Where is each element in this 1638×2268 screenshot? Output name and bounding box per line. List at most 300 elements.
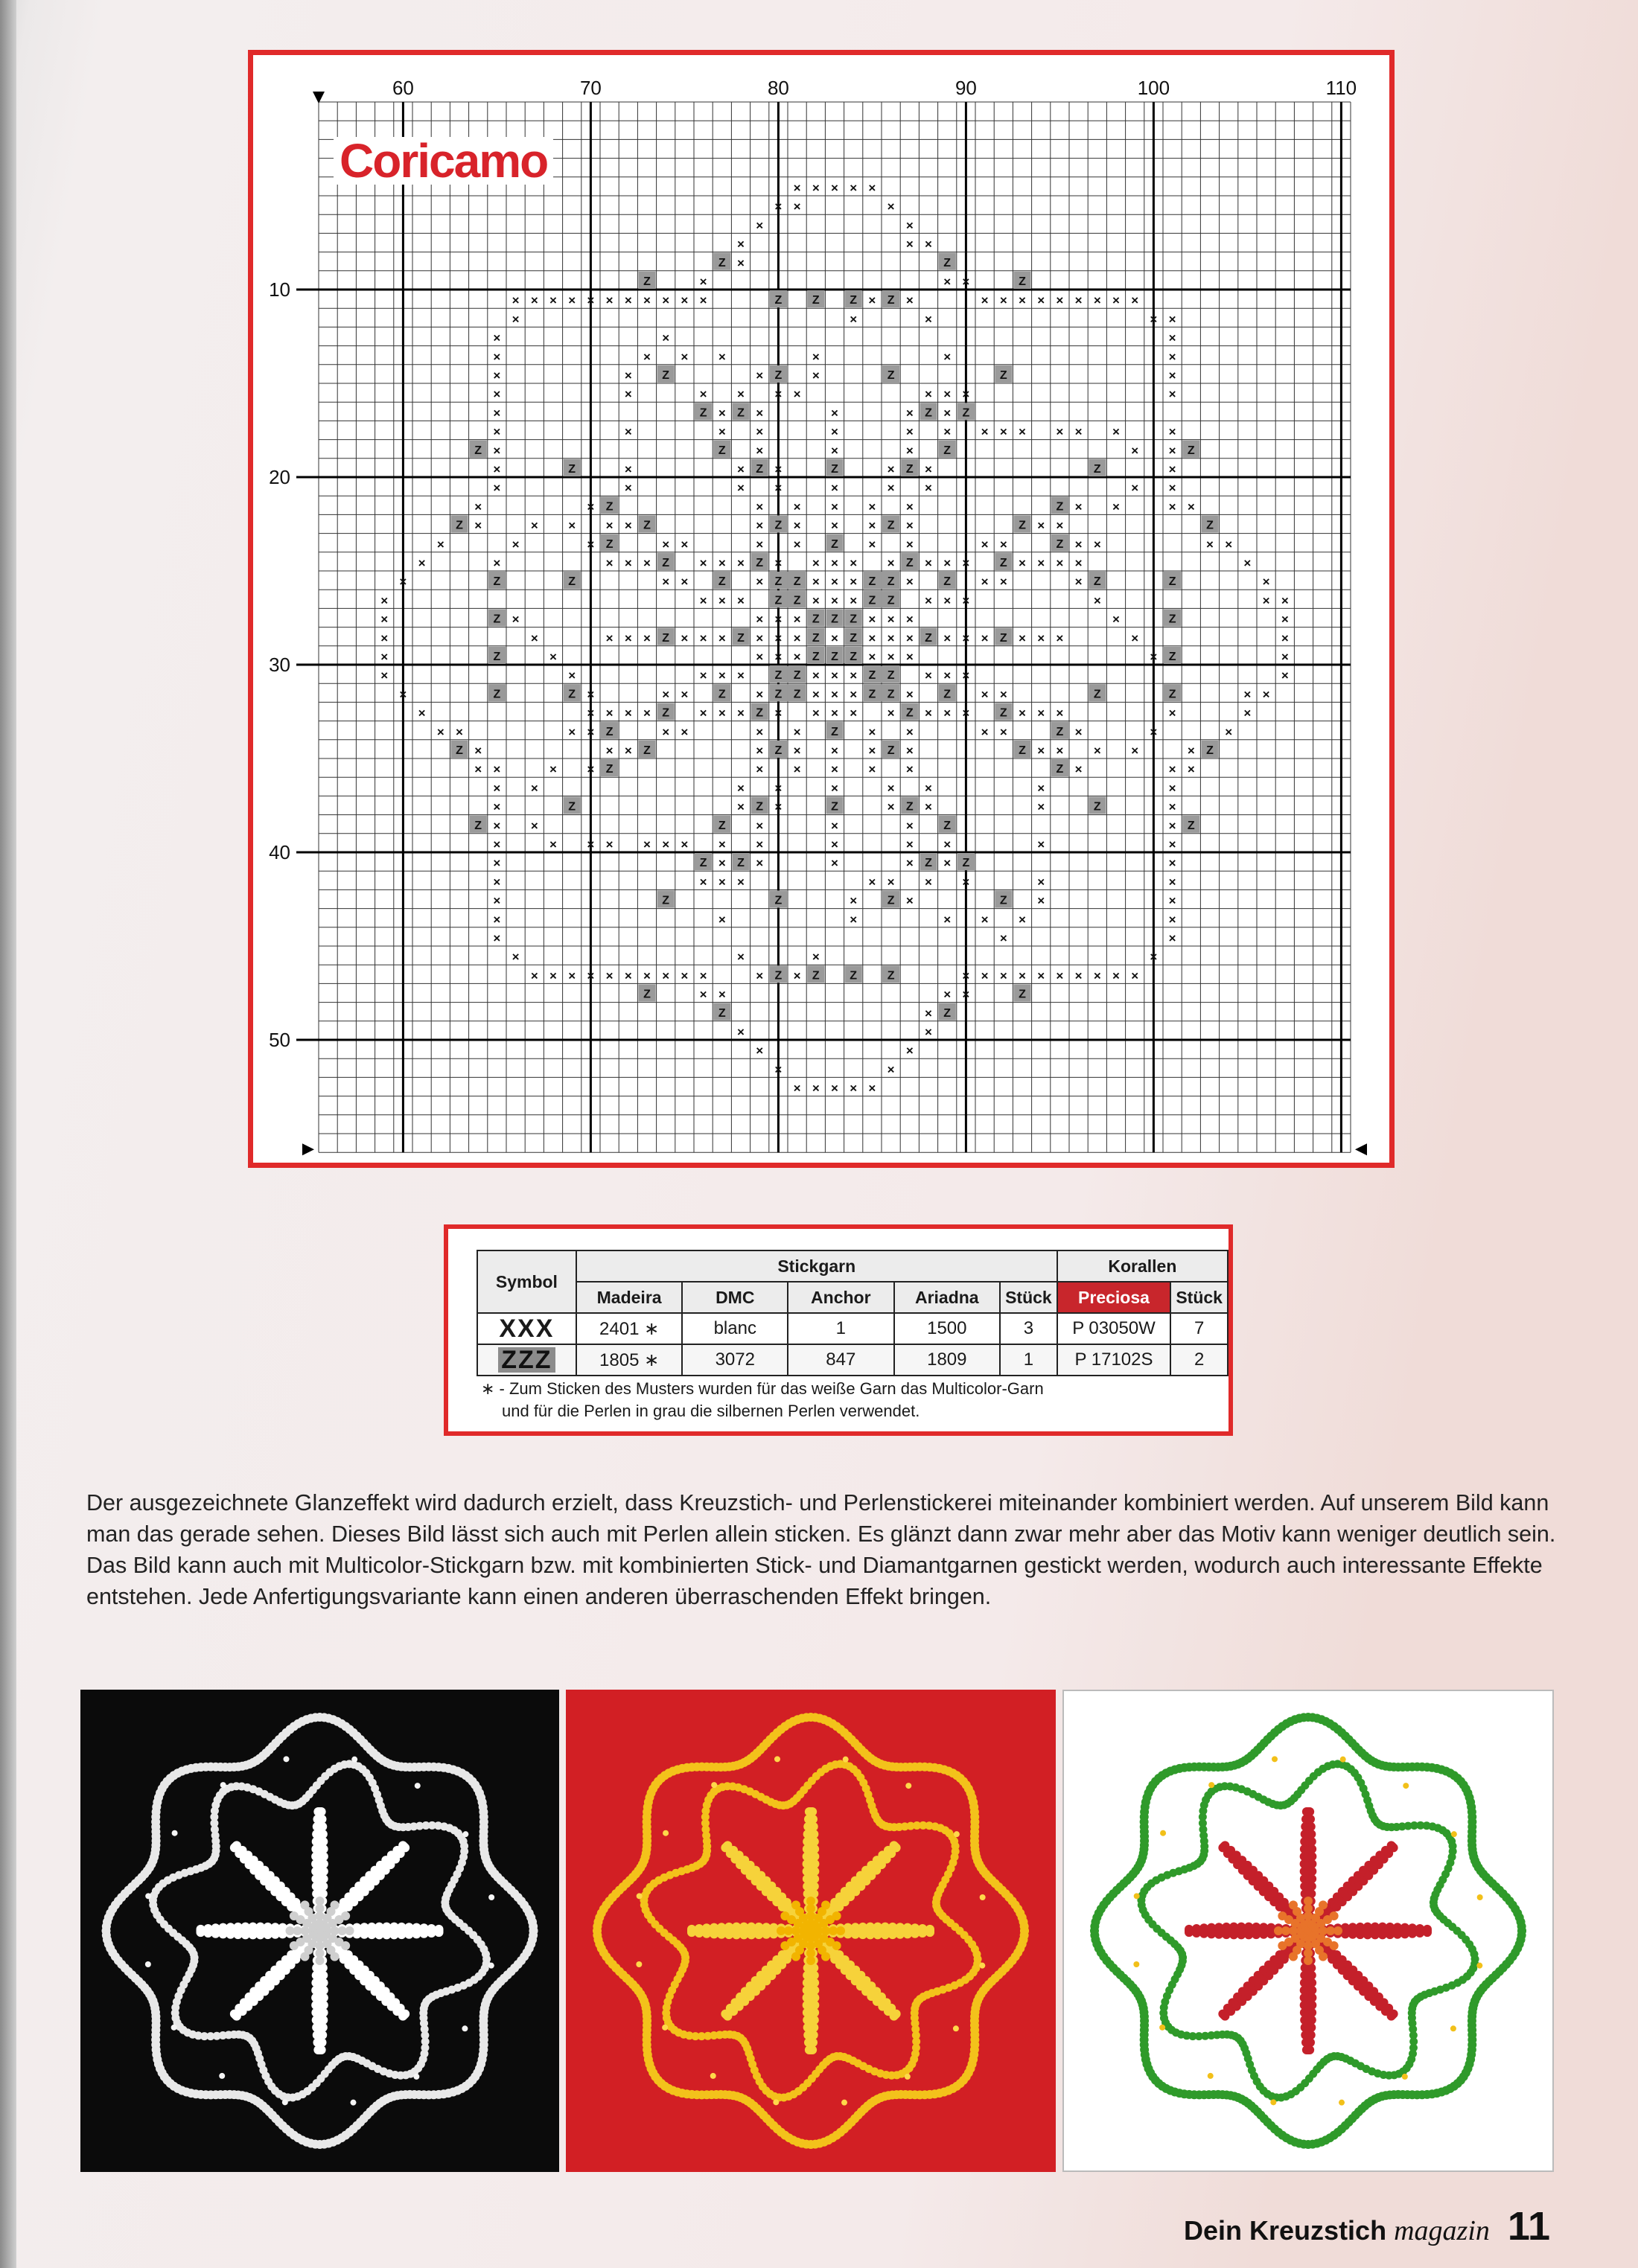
bead-symbol: Z [774, 969, 783, 983]
cross-symbol: × [493, 462, 501, 476]
cross-symbol: × [1168, 443, 1176, 458]
cross-symbol: × [718, 424, 726, 439]
bead-dot [1270, 2099, 1276, 2105]
bead-dot [841, 2100, 847, 2106]
bead-dot [145, 1893, 151, 1899]
cross-symbol: × [831, 181, 838, 195]
cross-symbol: × [737, 255, 745, 270]
cross-symbol: × [943, 912, 952, 927]
colored-mandala-motif [1064, 1691, 1552, 2170]
cross-symbol: × [999, 293, 1007, 308]
cross-symbol: × [624, 968, 632, 983]
cross-symbol: × [925, 556, 932, 570]
cross-symbol: × [587, 762, 595, 777]
stitch-dot [836, 1926, 845, 1935]
cross-symbol: × [530, 518, 538, 533]
cross-symbol: × [681, 349, 689, 364]
bead-dot [711, 1782, 717, 1788]
cross-symbol: × [831, 630, 838, 645]
bead-symbol: Z [718, 575, 726, 589]
cross-symbol: × [774, 781, 783, 796]
stitch-dot [808, 1807, 817, 1816]
cross-symbol: × [887, 799, 895, 814]
cross-symbol: × [887, 1062, 895, 1077]
cross-symbol: × [1056, 556, 1064, 570]
cross-symbol: × [493, 781, 501, 796]
cross-symbol: × [887, 630, 895, 645]
cross-symbol: × [1168, 837, 1176, 852]
bead-symbol: Z [605, 763, 614, 776]
cross-symbol: × [1074, 499, 1083, 514]
cross-symbol: × [1187, 762, 1195, 777]
cross-symbol: × [1168, 931, 1176, 945]
cross-symbol: × [793, 612, 801, 627]
bead-symbol: Z [737, 857, 745, 870]
bead-dot [172, 1830, 178, 1836]
cross-symbol: × [493, 931, 501, 945]
cross-symbol: × [831, 556, 838, 570]
cross-symbol: × [643, 706, 651, 721]
bead-dot [220, 1782, 226, 1788]
cross-symbol: × [1093, 593, 1101, 608]
cross-symbol: × [1281, 668, 1289, 683]
preciosa-value: P 03050W [1057, 1313, 1171, 1344]
x-axis-label: 90 [955, 77, 977, 99]
stitch-dot [313, 2045, 322, 2054]
cross-symbol: × [868, 612, 876, 627]
cross-symbol: × [793, 762, 801, 777]
bead-symbol: Z [943, 256, 952, 269]
bead-dot [1403, 1783, 1409, 1789]
cross-symbol: × [943, 349, 952, 364]
cross-symbol: × [1074, 968, 1083, 983]
anchor-value: 847 [788, 1344, 893, 1376]
cross-symbol: × [774, 387, 783, 402]
bead-symbol: Z [662, 894, 670, 907]
y-axis-label: 40 [269, 841, 290, 863]
cross-symbol: × [718, 630, 726, 645]
cross-symbol: × [756, 424, 764, 439]
cross-symbol: × [925, 706, 932, 721]
cross-symbol: × [812, 687, 820, 702]
cross-symbol: × [905, 762, 914, 777]
cross-symbol: × [568, 518, 576, 533]
cross-symbol: × [549, 650, 557, 664]
x-axis-label: 100 [1137, 77, 1170, 99]
cross-symbol: × [681, 537, 689, 552]
bead-symbol: Z [774, 744, 783, 757]
bead-symbol: Z [756, 706, 764, 720]
cross-symbol: × [812, 368, 820, 383]
cross-symbol: × [662, 837, 670, 852]
cross-symbol: × [1168, 462, 1176, 476]
bead-symbol: Z [718, 819, 726, 832]
cross-symbol: × [887, 650, 895, 664]
cross-symbol: × [493, 330, 501, 345]
cross-symbol: × [793, 499, 801, 514]
stitch-dot [290, 1941, 299, 1950]
bead-symbol: Z [812, 631, 820, 645]
cross-symbol: × [1037, 744, 1045, 758]
cross-symbol: × [1168, 706, 1176, 721]
cross-symbol: × [756, 630, 764, 645]
dmc-value: blanc [682, 1313, 788, 1344]
cross-symbol: × [605, 968, 614, 983]
cross-symbol: × [1187, 499, 1195, 514]
bead-symbol: Z [699, 857, 707, 870]
y-axis-label: 30 [269, 654, 290, 676]
cross-symbol: × [981, 537, 989, 552]
bead-dot [1208, 1782, 1214, 1788]
cross-symbol: × [793, 387, 801, 402]
stitch-dot [331, 1900, 340, 1909]
cross-symbol: × [718, 837, 726, 852]
cross-symbol: × [831, 575, 838, 590]
cross-symbol: × [999, 424, 1007, 439]
cross-symbol: × [793, 199, 801, 214]
cross-symbol: × [756, 968, 764, 983]
bead-dot [954, 1831, 960, 1837]
cross-symbol: × [418, 556, 426, 570]
bead-symbol: Z [1093, 800, 1101, 814]
bead-dot [488, 1963, 494, 1969]
cross-symbol: × [737, 556, 745, 570]
cross-symbol: × [868, 762, 876, 777]
cross-symbol: × [624, 481, 632, 496]
cross-symbol: × [962, 968, 970, 983]
cross-symbol: × [681, 837, 689, 852]
bead-symbol: Z [474, 444, 482, 457]
cross-symbol: × [399, 575, 407, 590]
bead-symbol: Z [1206, 744, 1214, 757]
cross-symbol: × [1112, 612, 1120, 627]
cross-symbol: × [418, 706, 426, 721]
cross-symbol: × [756, 368, 764, 383]
stitch-dot [341, 1911, 350, 1920]
cross-symbol: × [1168, 781, 1176, 796]
cross-symbol: × [568, 724, 576, 739]
cross-symbol: × [605, 744, 614, 758]
cross-symbol: × [624, 424, 632, 439]
cross-symbol: × [793, 518, 801, 533]
cross-symbol: × [831, 593, 838, 608]
stitch-dot [687, 1925, 696, 1934]
cross-symbol: × [624, 630, 632, 645]
bead-symbol: Z [925, 406, 932, 420]
cross-symbol: × [587, 537, 595, 552]
cross-symbol: × [943, 856, 952, 871]
cross-symbol: × [699, 630, 707, 645]
cross-symbol: × [793, 1081, 801, 1096]
cross-symbol: × [999, 931, 1007, 945]
cross-symbol: × [587, 837, 595, 852]
cross-symbol: × [850, 575, 858, 590]
cross-symbol: × [850, 893, 858, 908]
cross-symbol: × [737, 387, 745, 402]
cross-symbol: × [1131, 744, 1139, 758]
cross-symbol: × [925, 875, 932, 889]
bead-symbol: Z [605, 725, 614, 738]
cross-symbol: × [737, 1025, 745, 1039]
cross-symbol: × [605, 556, 614, 570]
cross-symbol: × [999, 575, 1007, 590]
stitch-dot [890, 2012, 899, 2021]
cross-symbol: × [812, 349, 820, 364]
cross-symbol: × [1225, 724, 1233, 739]
cross-symbol: × [1019, 293, 1026, 308]
cross-symbol: × [850, 181, 858, 195]
bead-symbol: Z [605, 537, 614, 551]
bead-symbol: Z [1206, 519, 1214, 532]
bead-symbol: Z [1168, 575, 1176, 589]
stitch-dot [1289, 1952, 1298, 1961]
cross-symbol: × [943, 556, 952, 570]
cross-symbol: × [737, 799, 745, 814]
cross-symbol: × [962, 987, 970, 1002]
stitch-dot [345, 1926, 354, 1935]
bead-symbol: Z [718, 688, 726, 701]
cross-symbol: × [925, 799, 932, 814]
cross-symbol: × [943, 593, 952, 608]
cross-symbol: × [1074, 537, 1083, 552]
bead-symbol: Z [718, 256, 726, 269]
cross-symbol: × [981, 912, 989, 927]
stitch-dot [1278, 1941, 1287, 1950]
cross-symbol: × [1037, 556, 1045, 570]
cross-symbol: × [530, 293, 538, 308]
cross-symbol: × [1187, 744, 1195, 758]
cross-symbol: × [1093, 537, 1101, 552]
cross-symbol: × [737, 706, 745, 721]
cross-symbol: × [981, 630, 989, 645]
cross-symbol: × [962, 630, 970, 645]
chart-grid [253, 55, 1389, 1163]
bead-dot [351, 1757, 357, 1763]
bead-symbol: Z [1168, 651, 1176, 663]
bead-symbol: Z [774, 519, 783, 532]
cross-symbol: × [1112, 424, 1120, 439]
bead-symbol: Z [793, 575, 801, 589]
stitch-dot [1020, 1926, 1029, 1935]
cross-symbol: × [1168, 349, 1176, 364]
cross-symbol: × [1206, 537, 1214, 552]
cross-symbol: × [1243, 556, 1252, 570]
bead-dot [710, 2073, 716, 2079]
cross-symbol: × [493, 424, 501, 439]
cross-symbol: × [643, 837, 651, 852]
cross-symbol: × [812, 593, 820, 608]
bead-dot [1208, 2073, 1214, 2079]
cross-symbol: × [493, 443, 501, 458]
bead-symbol: Z [1056, 763, 1064, 776]
col-dmc: DMC [682, 1282, 788, 1313]
cross-symbol: × [999, 687, 1007, 702]
x-axis-label: 60 [392, 77, 414, 99]
bead-dot [843, 1757, 849, 1763]
cross-symbol: × [905, 537, 914, 552]
stitch-dot [791, 1952, 800, 1961]
bead-dot [145, 1961, 151, 1967]
cross-symbol: × [774, 462, 783, 476]
bead-symbol: Z [887, 594, 895, 607]
bead-symbol: Z [568, 463, 576, 476]
cross-symbol: × [925, 781, 932, 796]
cross-symbol: × [474, 762, 482, 777]
cross-symbol: × [1019, 912, 1026, 927]
cross-symbol: × [718, 406, 726, 421]
cross-symbol: × [718, 912, 726, 927]
stitch-dot [821, 1952, 830, 1961]
bead-dot [663, 1830, 669, 1836]
cross-symbol: × [1168, 330, 1176, 345]
brand-logo: Coricamo [334, 137, 553, 185]
bead-symbol: Z [887, 575, 895, 589]
cross-symbol: × [887, 706, 895, 721]
cross-symbol: × [812, 575, 820, 590]
cross-symbol: × [737, 593, 745, 608]
stitch-dot [1185, 1925, 1194, 1934]
bead-symbol: Z [568, 800, 576, 814]
cross-symbol: × [887, 556, 895, 570]
bead-symbol: Z [812, 294, 820, 307]
bead-dot [1160, 1830, 1166, 1836]
cross-symbol: × [1131, 630, 1139, 645]
stitch-dot [1333, 1926, 1342, 1935]
cross-symbol: × [981, 575, 989, 590]
stitch-dot [1218, 2010, 1227, 2019]
cross-symbol: × [756, 218, 764, 233]
cross-symbol: × [530, 630, 538, 645]
cross-symbol: × [380, 593, 389, 608]
cross-symbol: × [493, 481, 501, 496]
cross-symbol: × [812, 668, 820, 683]
article-paragraph: Der ausgezeichnete Glanzeffekt wird dadurch erzielt, dass Kreuzstich- und Perlenstickerei miteinander kombiniert werden. Auf unserem Bild kann man das gerade sehen. Dieses Bild lässt sich auch mit Perlen allein sticken. Es glänzt dann zwar mehr aber das Motiv kann weniger deutlich sein. Das Bild kann auch mit Multicolor-Stickgarn bzw. mit kombinierten Stick- und Diamantgarnen gestickt werden, wodurch auch interessante Effekte entstehen. Jede Anfertigungsvariante kann einen anderen überraschenden Effekt bringen. [86, 1490, 1556, 1609]
bead-symbol: Z [756, 463, 764, 476]
stitch-dot [892, 1843, 901, 1852]
bead-symbol: Z [999, 894, 1007, 907]
magazine-spine-shadow [0, 0, 16, 2268]
stitch-dot [301, 1952, 310, 1961]
legend-row-white [477, 1313, 1228, 1344]
ariadna-value: 1500 [894, 1313, 1001, 1344]
bead-symbol: Z [999, 631, 1007, 645]
bead-symbol: Z [943, 1006, 952, 1020]
cross-symbol: × [1131, 968, 1139, 983]
cross-symbol: × [380, 630, 389, 645]
bead-symbol: Z [568, 688, 576, 701]
cross-symbol: × [850, 593, 858, 608]
cross-symbol: × [1037, 293, 1045, 308]
silver-mandala-motif [80, 1690, 559, 2172]
cross-symbol: × [1150, 724, 1158, 739]
bead-symbol: Z [1019, 519, 1026, 532]
cross-symbol: × [925, 1006, 932, 1020]
cross-symbol: × [1093, 744, 1101, 758]
cross-symbol: × [1243, 687, 1252, 702]
cross-symbol: × [905, 612, 914, 627]
stitch-dot [1302, 2045, 1311, 2054]
cross-symbol: × [587, 706, 595, 721]
bead-symbol: Z [474, 819, 482, 832]
cross-symbol: × [962, 593, 970, 608]
cross-symbol: × [1168, 312, 1176, 327]
cross-symbol: × [756, 575, 764, 590]
cross-symbol: × [624, 368, 632, 383]
bead-dot [774, 1756, 780, 1762]
bead-dot [979, 1963, 985, 1969]
cross-symbol: × [1168, 799, 1176, 814]
bead-symbol: Z [831, 725, 838, 738]
cross-symbol: × [662, 537, 670, 552]
cross-symbol: × [1281, 650, 1289, 664]
cross-symbol: × [831, 443, 838, 458]
bead-symbol: Z [793, 688, 801, 701]
cross-symbol: × [718, 706, 726, 721]
bead-symbol: Z [831, 463, 838, 476]
cross-symbol: × [1131, 443, 1139, 458]
stitch-dot [832, 1941, 841, 1950]
stitch-dot [341, 1941, 350, 1950]
bead-symbol: Z [774, 594, 783, 607]
bead-symbol: Z [756, 557, 764, 569]
stitch-dot [951, 1923, 959, 1931]
cross-symbol: × [1168, 481, 1176, 496]
bead-symbol: Z [943, 819, 952, 832]
cross-symbol: × [474, 744, 482, 758]
stitch-dot [316, 1897, 325, 1906]
cross-symbol: × [624, 744, 632, 758]
bead-dot [283, 1756, 289, 1762]
bead-symbol: Z [999, 706, 1007, 720]
col-anchor: Anchor [788, 1282, 893, 1313]
bead-symbol: Z [643, 519, 651, 532]
cross-symbol: × [943, 424, 952, 439]
right-arrow [1355, 1143, 1367, 1155]
cross-symbol: × [1168, 818, 1176, 833]
cross-symbol: × [662, 330, 670, 345]
cross-symbol: × [662, 968, 670, 983]
cross-symbol: × [587, 724, 595, 739]
bead-symbol: Z [999, 557, 1007, 569]
bead-symbol: Z [905, 800, 914, 814]
footnote-line-1: ∗ - Zum Sticken des Musters wurden für das weiße Garn das Multicolor-Garn [481, 1379, 1044, 1398]
cross-symbol: × [1262, 593, 1270, 608]
stueck2-value: 7 [1170, 1313, 1228, 1344]
cross-symbol: × [624, 556, 632, 570]
cross-symbol: × [699, 875, 707, 889]
cross-symbol: × [850, 556, 858, 570]
bead-symbol: Z [831, 613, 838, 626]
col-stueck-2: Stück [1170, 1282, 1228, 1313]
cross-symbol: × [568, 968, 576, 983]
stitch-dot [317, 1807, 326, 1816]
stitch-dot [806, 1897, 815, 1906]
cross-symbol: × [493, 799, 501, 814]
cross-symbol: × [681, 630, 689, 645]
bead-symbol: Z [456, 519, 463, 532]
cross-symbol: × [493, 837, 501, 852]
cross-symbol: × [925, 481, 932, 496]
cross-symbol: × [943, 987, 952, 1002]
cross-symbol: × [774, 650, 783, 664]
stitch-dot [1517, 1926, 1526, 1935]
cross-symbol: × [1037, 630, 1045, 645]
bead-symbol: Z [850, 294, 858, 307]
cross-symbol: × [1112, 968, 1120, 983]
cross-symbol: × [587, 499, 595, 514]
bead-symbol: Z [962, 857, 970, 870]
legend-row-grey [477, 1344, 1228, 1376]
